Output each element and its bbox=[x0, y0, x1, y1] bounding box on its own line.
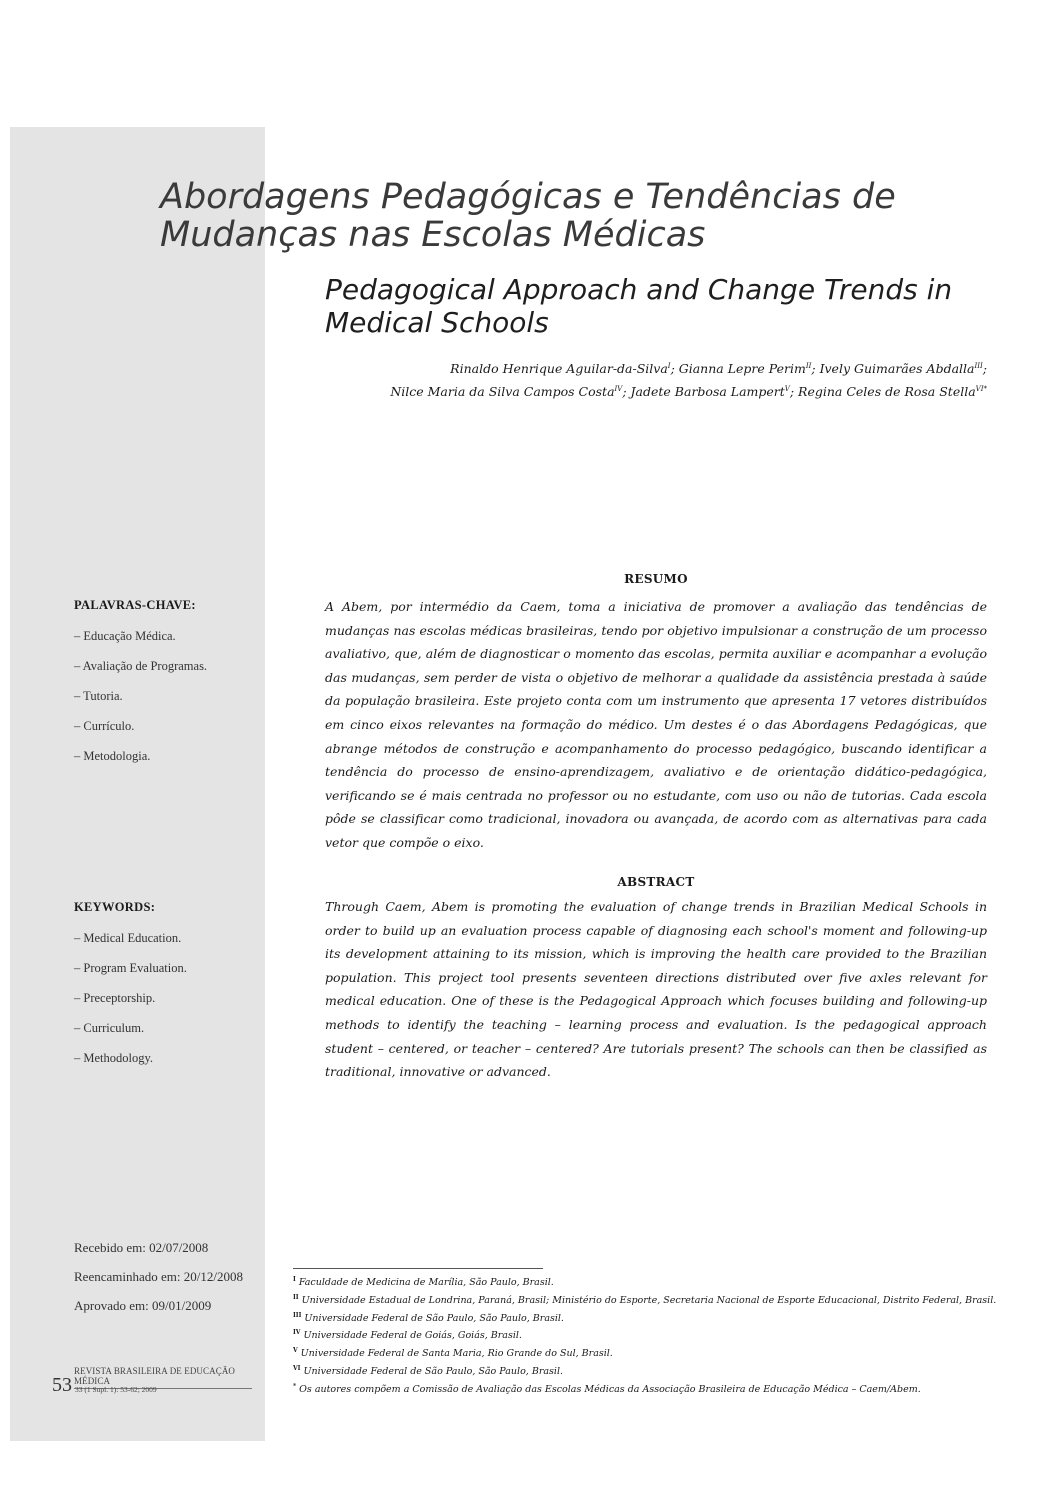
keyword-item: – Medical Education. bbox=[74, 931, 182, 945]
keyword-item: – Curriculum. bbox=[74, 1021, 145, 1035]
footnote-text: Faculdade de Medicina de Marília, São Paulo, Brasil. bbox=[298, 1277, 554, 1289]
footnote-text: Universidade Federal de Santa Maria, Rio Grande do Sul, Brasil. bbox=[300, 1348, 613, 1360]
footnote-mark: I bbox=[293, 1276, 296, 1283]
author-separator: ; bbox=[811, 361, 820, 377]
footnote-mark: VI bbox=[293, 1364, 301, 1372]
abstract-text: Through Caem, Abem is promoting the evaluation of change trends in Brazilian Medical Schools in order to build up an evaluation process capable of diagnosing each school's moment and following-up its development attaining to its mission, which is improving the health care provided to the Brazilian population. This project tool presents seventeen directions distributed over five axles relevant for medical education. One of these is the Pedagogical Approach which focuses building and following-up methods to identify the teaching – learning process and evaluation. Is the pedagogical approach student – centered, or teacher – centered? Are tutorials present? The schools can then be classified as traditional, innovative or advanced. bbox=[325, 899, 987, 1080]
author-affiliation-mark: IV bbox=[614, 385, 623, 394]
keyword-item: – Program Evaluation. bbox=[74, 961, 187, 975]
palavras-chave-list bbox=[74, 628, 207, 778]
page-number: 53 bbox=[52, 1374, 72, 1396]
keyword-item: – Metodologia. bbox=[74, 749, 151, 763]
resumo-heading: RESUMO bbox=[624, 572, 688, 586]
footnotes bbox=[293, 1273, 1013, 1398]
author-affiliation-mark: VI* bbox=[975, 385, 987, 394]
footnote-item bbox=[293, 1344, 1013, 1362]
author-affiliation-mark: III bbox=[974, 362, 983, 370]
title-pt-line-2: Mudanças nas Escolas Médicas bbox=[160, 215, 706, 255]
footnote-item bbox=[293, 1309, 1013, 1327]
keyword-item: – Avaliação de Programas. bbox=[74, 659, 208, 673]
keyword-item: – Educação Médica. bbox=[74, 629, 176, 643]
abstract-heading: ABSTRACT bbox=[617, 875, 695, 889]
title-english bbox=[325, 273, 1025, 339]
author-separator: ; bbox=[982, 361, 987, 377]
footnote-divider bbox=[293, 1268, 543, 1269]
author-separator: ; bbox=[622, 384, 631, 400]
keyword-item: – Methodology. bbox=[74, 1051, 154, 1065]
author-line bbox=[300, 356, 987, 379]
author-list bbox=[300, 356, 987, 402]
author-affiliation-mark: II bbox=[805, 362, 812, 370]
footnote-item bbox=[293, 1326, 1013, 1344]
author-name: Gianna Lepre Perim bbox=[678, 361, 806, 377]
journal-citation: 33 (1 Supl. 1): 53-62; 2009 bbox=[75, 1385, 157, 1394]
footnote-item bbox=[293, 1380, 1013, 1398]
keyword-item: – Tutoria. bbox=[74, 689, 123, 703]
submission-dates bbox=[74, 1240, 243, 1327]
received-date: Recebido em: 02/07/2008 bbox=[74, 1240, 209, 1255]
footnote-item bbox=[293, 1273, 1013, 1291]
footnote-text: Universidade Federal de São Paulo, São Paulo, Brasil. bbox=[304, 1312, 564, 1324]
author-separator: ; bbox=[789, 384, 799, 400]
author-affiliation-mark: V bbox=[784, 385, 790, 394]
author-name: Regina Celes de Rosa Stella bbox=[798, 384, 976, 400]
resumo-text: A Abem, por intermédio da Caem, toma a iniciativa de promover a avaliação das tendências de mudanças nas escolas médicas brasileiras, tendo por objetivo impulsionar a construção de um processo avaliativo, que, além de diagnosticar o momento das escolas, permita auxiliar e acompanhar a evolução das mudanças, sem perder de vista o objetivo de melhorar a qualidade da assistência prestada à saúde da população brasileira. Este projeto conta com um instrumento que apresenta 17 vetores distribuídos em cinco eixos relevantes na formação do médico. Um destes é o das Abordagens Pedagógicas, que abrange métodos de construção e acompanhamento do processo pedagógico, buscando identificar a tendência do processo de ensino-aprendizagem, avaliativo e de orientação didático-pedagógica, verificando se é mais centrada no professor ou no estudante, com uso ou não de tutorias. Cada escola pôde se classificar como tradicional, inovadora ou avançada, de acordo com as alternativas para cada vetor que compõe o eixo. bbox=[325, 599, 987, 850]
keyword-item: – Currículo. bbox=[74, 719, 135, 733]
footnote-mark: V bbox=[293, 1347, 298, 1355]
footnote-text: Os autores compõem a Comissão de Avaliação das Escolas Médicas da Associação Brasileira de Educação Médica – Caem/Abem. bbox=[299, 1383, 921, 1395]
footnote-text: Universidade Federal de São Paulo, São Paulo, Brasil. bbox=[303, 1366, 563, 1378]
footnote-item bbox=[293, 1291, 1013, 1309]
keyword-item: – Preceptorship. bbox=[74, 991, 156, 1005]
author-name: Jadete Barbosa Lampert bbox=[630, 384, 785, 400]
author-affiliation-mark: I bbox=[667, 362, 671, 370]
footnote-mark: * bbox=[293, 1382, 297, 1390]
title-en-line-2: Medical Schools bbox=[325, 306, 549, 339]
footnote-text: Universidade Federal de Goiás, Goiás, Brasil. bbox=[303, 1330, 522, 1342]
keywords-list bbox=[74, 930, 187, 1080]
keywords-heading: KEYWORDS: bbox=[74, 900, 156, 914]
title-pt-line-1: Abordagens Pedagógicas e Tendências de bbox=[160, 177, 896, 217]
footnote-mark: IV bbox=[293, 1329, 301, 1337]
title-portuguese bbox=[160, 178, 1020, 254]
approved-date: Aprovado em: 09/01/2009 bbox=[74, 1298, 212, 1313]
footnote-text: Universidade Estadual de Londrina, Paraná, Brasil; Ministério do Esporte, Secretaria Nacional de Esporte Educacional, Distrito Federal, Brasil. bbox=[301, 1294, 997, 1306]
journal-name: REVISTA BRASILEIRA DE EDUCAÇÃO MÉDICA bbox=[74, 1366, 252, 1389]
title-en-line-1: Pedagogical Approach and Change Trends in bbox=[325, 273, 953, 306]
author-name: Nilce Maria da Silva Campos Costa bbox=[390, 384, 615, 400]
author-name: Ively Guimarães Abdalla bbox=[819, 361, 975, 377]
author-separator: ; bbox=[670, 361, 679, 377]
palavras-chave-heading: PALAVRAS-CHAVE: bbox=[74, 598, 196, 612]
footnote-mark: III bbox=[293, 1311, 302, 1319]
author-name: Rinaldo Henrique Aguilar-da-Silva bbox=[450, 361, 668, 377]
footnote-mark: II bbox=[293, 1293, 299, 1301]
author-line bbox=[300, 379, 987, 402]
footnote-item bbox=[293, 1362, 1013, 1380]
resubmitted-date: Reencaminhado em: 20/12/2008 bbox=[74, 1269, 243, 1284]
